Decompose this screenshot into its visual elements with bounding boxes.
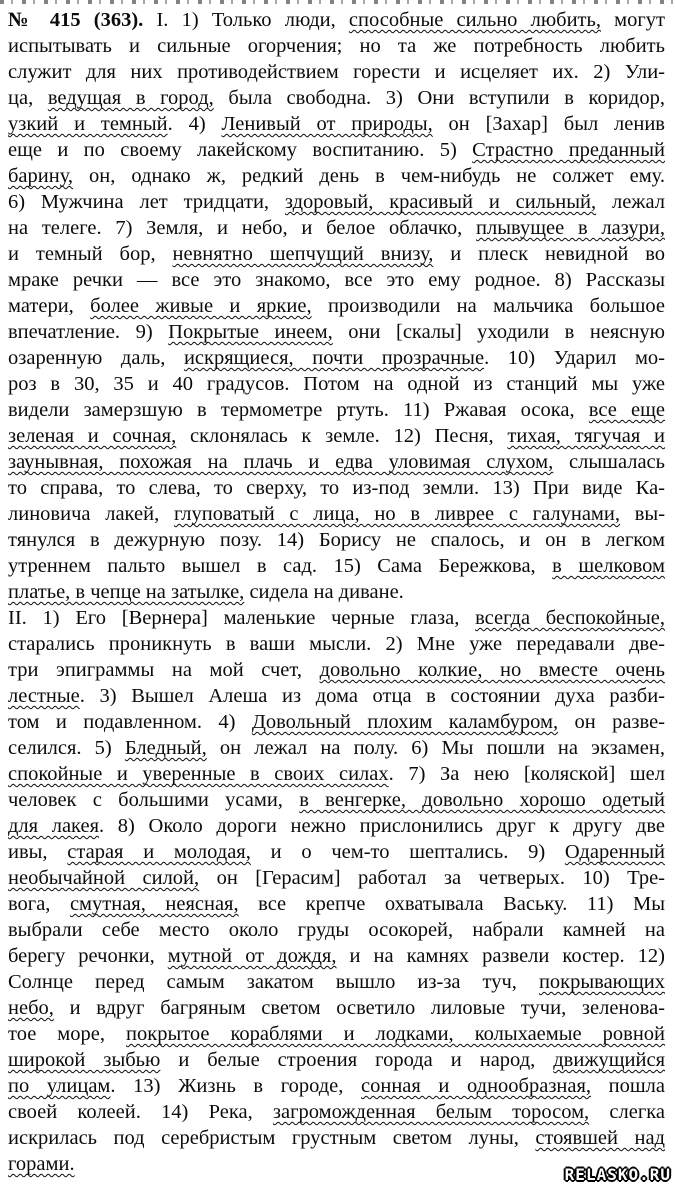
text-segment: . 3) Вышел Алеша из дома отца в состоянии духа разби- <box>79 685 665 707</box>
underlined-phrase: старая и молодая, <box>67 841 251 863</box>
text-segment: утреннем пальто вышел в сад. 15) Сама Бережкова, <box>8 555 553 577</box>
text-segment: слегка <box>589 1101 665 1123</box>
text-segment: тянулся в дежурную позу. 14) Борису не спалось, и он в легком <box>8 529 665 551</box>
underlined-phrase: искрящиеся, почти прозрачные <box>183 347 485 369</box>
underlined-phrase: движущийся <box>553 1049 665 1071</box>
text-segment: впечатление. 9) <box>8 321 169 343</box>
text-segment: они [скалы] уходили в неясную <box>332 321 665 343</box>
text-segment: и темный бор, <box>8 243 173 265</box>
underlined-phrase: широкой зыбью <box>8 1049 161 1071</box>
paragraph-1 <box>8 7 665 605</box>
text-segment: все крепче охватывала Ваську. 11) Мы <box>238 893 665 915</box>
text-line <box>8 475 665 501</box>
underlined-phrase: покрывающих <box>538 971 665 993</box>
text-line <box>8 943 665 969</box>
text-segment: своей колеей. 14) Река, <box>8 1101 273 1123</box>
underlined-phrase: платье, в чепце на затылке, <box>8 581 245 603</box>
text-line <box>8 319 665 345</box>
underlined-phrase: заунывная, похожая на плачь и едва уловимая слухом, <box>8 451 554 473</box>
text-segment: ца, <box>8 87 48 109</box>
text-segment: слышалась <box>553 451 665 473</box>
underlined-phrase: невнятно шепчущий внизу, <box>172 243 434 265</box>
text-segment: сидела на диване. <box>244 581 404 603</box>
underlined-phrase: небо, <box>8 997 54 1019</box>
text-segment: и о чем-то шептались. 9) <box>250 841 565 863</box>
text-line <box>8 85 665 111</box>
underlined-phrase: покрытое кораблями и лодками, колыхаемые ровной <box>126 1023 666 1045</box>
text-line <box>8 605 665 631</box>
text-line <box>8 215 665 241</box>
text-segment: выбрали себе место около груды осокорей, набрали камней на <box>8 919 665 941</box>
text-segment: старались проникнуть в ваши мысли. 2) Мне уже передавали две- <box>8 633 665 655</box>
text-segment: берегу речонки, <box>8 945 168 967</box>
text-segment: вы- <box>620 503 666 525</box>
text-segment: мраке речки — все это знакомо, все это ему родное. 8) Рассказы <box>8 269 665 291</box>
text-line <box>8 787 665 813</box>
text-line <box>8 449 665 475</box>
text-segment: линовича лакей, <box>8 503 174 525</box>
text-line <box>8 59 665 85</box>
underlined-phrase: Одаренный <box>564 841 665 863</box>
underlined-phrase: стоявшей над <box>535 1127 665 1149</box>
underlined-phrase: плывущее в лазури, <box>476 217 665 239</box>
watermark-text: RELASKO.RU <box>564 1165 671 1184</box>
underlined-phrase: Довольный плохим каламбуром, <box>251 711 559 733</box>
text-segment: пошла <box>591 1075 665 1097</box>
text-segment: селился. 5) <box>8 737 125 759</box>
text-line <box>8 1021 665 1047</box>
underlined-phrase: сонная и однообразная, <box>361 1075 592 1097</box>
text-segment: лежал <box>596 191 665 213</box>
text-line <box>8 865 665 891</box>
underlined-phrase: по улицам <box>8 1075 111 1097</box>
text-segment: озаренную даль, <box>8 347 184 369</box>
underlined-phrase: все еще <box>588 399 665 421</box>
underlined-phrase: узкий и темный <box>8 113 168 135</box>
text-line <box>8 189 665 215</box>
text-segment: . 13) Жизнь в городе, <box>110 1075 361 1097</box>
underlined-phrase: лестные <box>8 685 80 707</box>
text-line <box>8 1099 665 1125</box>
text-segment: тое море, <box>8 1023 127 1045</box>
underlined-phrase: всегда беспокойные, <box>475 607 665 629</box>
text-line <box>8 111 665 137</box>
underlined-phrase: довольно колкие, но вместе очень <box>319 659 665 681</box>
text-segment: . 8) Около дороги нежно прислонились друг к другу две <box>99 815 665 837</box>
underlined-phrase: спокойные и уверенные в своих силах <box>8 763 389 785</box>
text-line <box>8 7 665 33</box>
text-segment: и плеск невидной во <box>433 243 665 265</box>
text-segment: ивы, <box>8 841 68 863</box>
text-segment: на телеге. 7) Земля, и небо, и белое облачко, <box>8 217 477 239</box>
text-line <box>8 969 665 995</box>
text-segment: видели замерзшую в термометре ртуть. 11) Ржавая осока, <box>8 399 589 421</box>
text-segment: он [Герасим] работал за четверых. 10) Тре- <box>199 867 665 889</box>
underlined-phrase: тихая, тягучая и <box>507 425 665 447</box>
text-segment: I. 1) Только люди, <box>156 9 349 31</box>
text-segment: производили на мальчика большое <box>311 295 665 317</box>
text-line <box>8 631 665 657</box>
text-line <box>8 683 665 709</box>
underlined-phrase: смутная, неясная, <box>69 893 239 915</box>
text-line <box>8 241 665 267</box>
underlined-phrase: зеленая и сочная, <box>8 425 177 447</box>
text-line <box>8 553 665 579</box>
underlined-phrase: Страстно преданный <box>472 139 665 161</box>
text-segment: вога, <box>8 893 70 915</box>
underlined-phrase: для лакея <box>8 815 100 837</box>
underlined-phrase: в венгерке, довольно хорошо одетый <box>299 789 665 811</box>
text-segment: матери, <box>8 295 91 317</box>
underlined-phrase: загроможденная белым торосом, <box>272 1101 590 1123</box>
underlined-phrase: горами. <box>8 1153 75 1175</box>
text-segment: и белые строения города и народ, <box>160 1049 554 1071</box>
text-line <box>8 423 665 449</box>
text-segment: роз в 30, 35 и 40 градусов. Потом на одной из станций мы уже <box>8 373 665 395</box>
text-line <box>8 371 665 397</box>
text-line <box>8 501 665 527</box>
text-segment: II. 1) Его [Вернера] маленькие черные глаза, <box>8 607 476 629</box>
text-line <box>8 397 665 423</box>
text-line <box>8 891 665 917</box>
text-line <box>8 813 665 839</box>
text-line <box>8 1073 665 1099</box>
text-segment: и вдруг багряным светом осветило лиловые тучи, зеленова- <box>53 997 665 1019</box>
text-segment: . 4) <box>167 113 222 135</box>
text-line <box>8 735 665 761</box>
text-segment: том и подавленном. 4) <box>8 711 252 733</box>
text-line <box>8 33 665 59</box>
text-segment: 6) Мужчина лет тридцати, <box>8 191 285 213</box>
text-segment: служит для них противодействием горести и исцеляет их. 2) Ули- <box>8 61 665 83</box>
underlined-phrase: Ленивый от природы, <box>221 113 433 135</box>
underlined-phrase: более живые и яркие, <box>90 295 312 317</box>
text-line <box>8 1047 665 1073</box>
text-segment: искрилась под серебристым грустным светом луны, <box>8 1127 536 1149</box>
text-segment: и на камнях развели костер. 12) <box>336 945 665 967</box>
text-line <box>8 137 665 163</box>
text-line <box>8 1125 665 1151</box>
text-segment: три эпиграммы на мой счет, <box>8 659 320 681</box>
underlined-phrase: в шелковом <box>552 555 665 577</box>
text-segment: он лежал на полу. 6) Мы пошли на экзамен, <box>206 737 665 759</box>
text-segment: еще и по своему лакейскому воспитанию. 5) <box>8 139 473 161</box>
text-segment: он разве- <box>558 711 665 733</box>
text-line <box>8 163 665 189</box>
text-segment: он, однако ж, редкий день в чем-нибудь не солжет ему. <box>73 165 665 187</box>
text-line <box>8 293 665 319</box>
text-line <box>8 527 665 553</box>
text-line <box>8 761 665 787</box>
text-segment: . 7) За нею [коляской] шел <box>388 763 665 785</box>
text-segment: . 10) Ударил мо- <box>484 347 665 369</box>
underlined-phrase: способные сильно любить, <box>348 9 601 31</box>
text-line <box>8 579 665 605</box>
text-line <box>8 839 665 865</box>
exercise-number: № 415 (363). <box>8 9 157 31</box>
text-line <box>8 345 665 371</box>
paragraph-2 <box>8 605 665 1177</box>
text-line <box>8 709 665 735</box>
text-segment: могут <box>600 9 665 31</box>
underlined-phrase: барину, <box>8 165 74 187</box>
text-segment: он [Захар] был ленив <box>432 113 665 135</box>
underlined-phrase: мутной от дождя, <box>167 945 337 967</box>
text-segment: Солнце перед самым закатом вышло из-за туч, <box>8 971 539 993</box>
scan-artifact-strip <box>0 0 675 4</box>
text-segment: то справа, то слева, то сверху, то из-под земли. 13) При виде Ка- <box>8 477 665 499</box>
underlined-phrase: Покрытые инеем, <box>168 321 333 343</box>
text-segment: склонялась к земле. 12) Песня, <box>176 425 508 447</box>
text-segment: испытывать и сильные огорчения; но та же потребность любить <box>8 35 665 57</box>
text-segment: была свободна. 3) Они вступили в коридор, <box>213 87 665 109</box>
text-line <box>8 657 665 683</box>
text-line <box>8 267 665 293</box>
underlined-phrase: необычайной силой, <box>8 867 200 889</box>
underlined-phrase: ведущая в город, <box>47 87 214 109</box>
underlined-phrase: Бледный, <box>124 737 207 759</box>
underlined-phrase: здоровый, красивый и сильный, <box>284 191 597 213</box>
text-line <box>8 917 665 943</box>
underlined-phrase: глуповатый с лица, но в ливрее с галунами, <box>173 503 620 525</box>
text-segment: человек с большими усами, <box>8 789 300 811</box>
text-line <box>8 995 665 1021</box>
